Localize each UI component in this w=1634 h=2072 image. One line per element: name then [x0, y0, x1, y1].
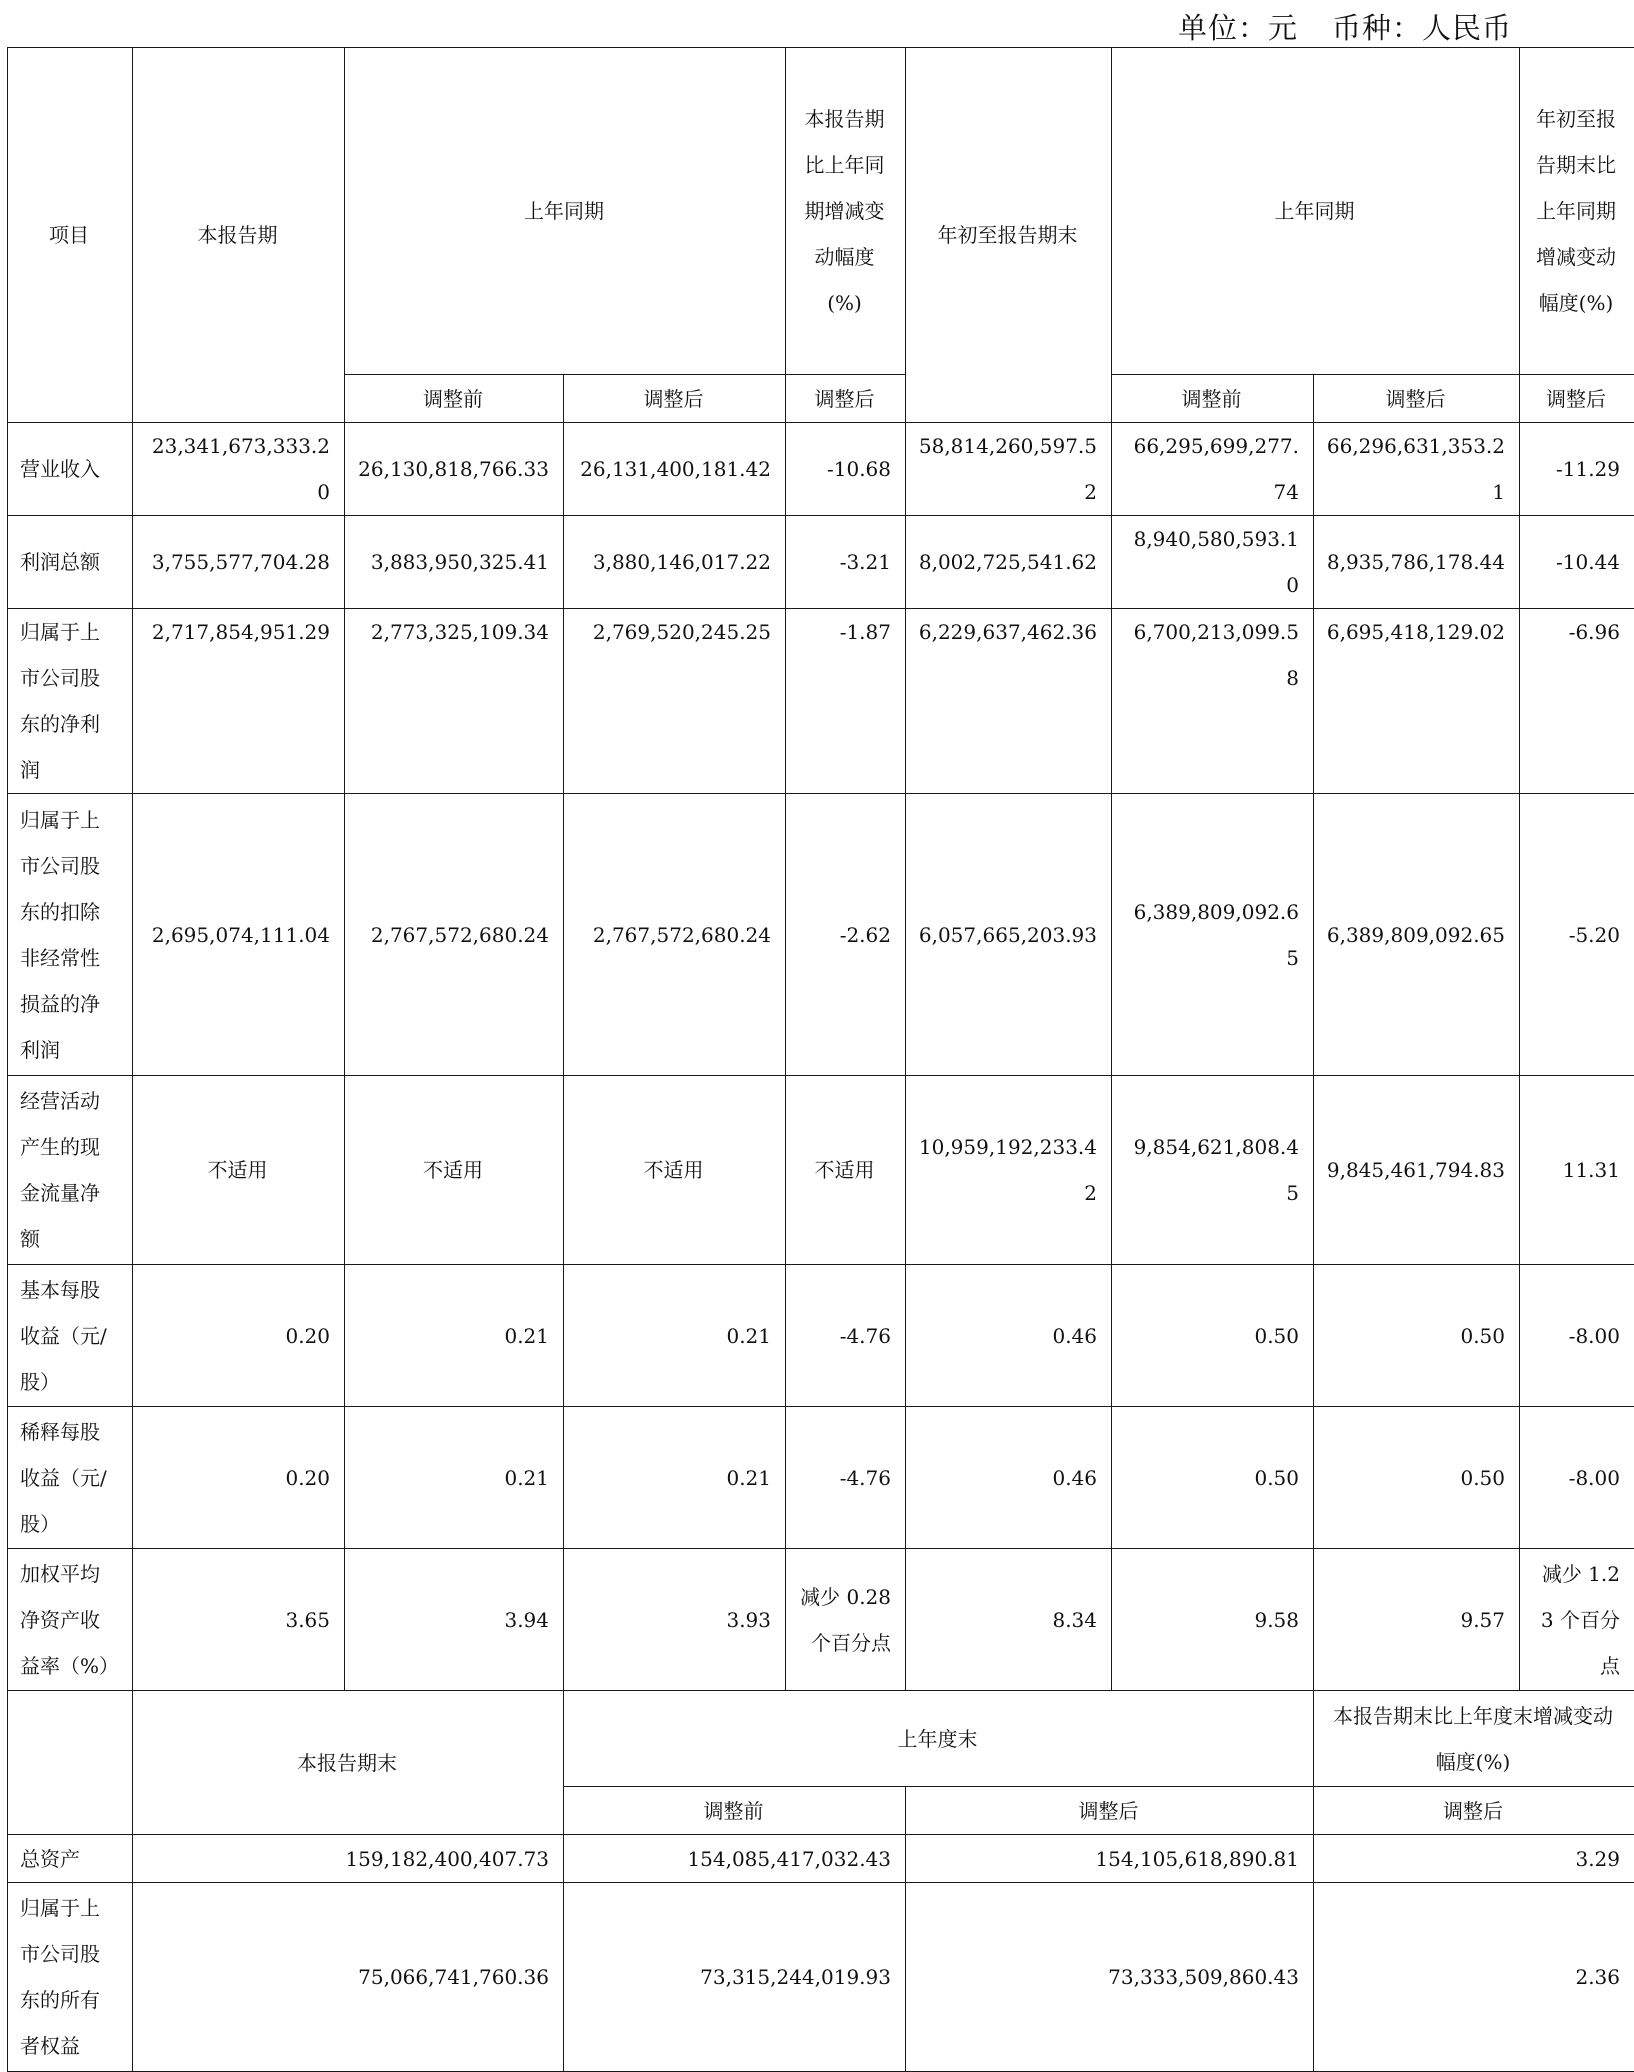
cell-ytd: 10,959,192,233.42	[906, 1076, 1112, 1265]
cell-current: 0.20	[133, 1407, 345, 1549]
cell-ytd-after: 9,845,461,794.83	[1314, 1076, 1520, 1265]
financial-data-table	[7, 47, 1634, 2072]
cell-ytd: 58,814,260,597.52	[906, 423, 1112, 516]
table-row	[8, 1883, 1634, 2072]
cell-prev-before: 73,315,244,019.93	[564, 1883, 906, 2072]
cell-ytd-after: 8,935,786,178.44	[1314, 516, 1520, 609]
cell-prev-before: 26,130,818,766.33	[345, 423, 564, 516]
cell-ytd-after: 6,695,418,129.02	[1314, 609, 1520, 794]
cell-ytd-change: -6.96	[1520, 609, 1634, 794]
cell-change: -2.62	[786, 794, 906, 1076]
row-label: 归属于上市公司股东的净利润	[8, 609, 133, 794]
cell-ytd-after: 6,389,809,092.65	[1314, 794, 1520, 1076]
cell-ytd-change: -10.44	[1520, 516, 1634, 609]
cell-ytd: 6,229,637,462.36	[906, 609, 1112, 794]
cell-prev-after: 26,131,400,181.42	[564, 423, 786, 516]
cell-change: -3.21	[786, 516, 906, 609]
table-row	[8, 516, 1634, 609]
subheader-before-adj: 调整前	[345, 375, 564, 423]
balance-subheader-before-adj: 调整前	[564, 1787, 906, 1835]
cell-change: 减少 0.28 个百分点	[786, 1549, 906, 1691]
header-ytd: 年初至报告期末	[906, 48, 1112, 423]
cell-current: 23,341,673,333.20	[133, 423, 345, 516]
table-row	[8, 1076, 1634, 1265]
subheader-before-adj-ytd: 调整前	[1112, 375, 1314, 423]
cell-prev-after: 3,880,146,017.22	[564, 516, 786, 609]
cell-change: -4.76	[786, 1265, 906, 1407]
cell-prev-after: 73,333,509,860.43	[906, 1883, 1314, 2072]
cell-prev-before: 0.21	[345, 1407, 564, 1549]
row-label: 总资产	[8, 1835, 133, 1883]
cell-ytd-change: -5.20	[1520, 794, 1634, 1076]
cell-change: 3.29	[1314, 1835, 1634, 1883]
cell-ytd-change: 减少 1.23 个百分点	[1520, 1549, 1634, 1691]
cell-change: 不适用	[786, 1076, 906, 1265]
header-prior-ytd: 上年同期	[1112, 48, 1520, 375]
cell-ytd-after: 66,296,631,353.21	[1314, 423, 1520, 516]
currency-label: 币种：人民币	[1332, 11, 1512, 45]
cell-ytd: 0.46	[906, 1265, 1112, 1407]
header-prior-period: 上年同期	[345, 48, 786, 375]
cell-ytd-change: -8.00	[1520, 1407, 1634, 1549]
cell-ytd-before: 6,389,809,092.65	[1112, 794, 1314, 1076]
cell-current: 3.65	[133, 1549, 345, 1691]
subheader-after-adj-ytd-change: 调整后	[1520, 375, 1634, 423]
cell-ytd-before: 9.58	[1112, 1549, 1314, 1691]
cell-ytd-before: 9,854,621,808.45	[1112, 1076, 1314, 1265]
table-row	[8, 794, 1634, 1076]
cell-prev-before: 2,767,572,680.24	[345, 794, 564, 1076]
cell-ytd: 0.46	[906, 1407, 1112, 1549]
unit-label: 单位：元	[1178, 11, 1298, 45]
cell-prev-after: 2,769,520,245.25	[564, 609, 786, 794]
table-row	[8, 1835, 1634, 1883]
row-label: 基本每股收益（元/股）	[8, 1265, 133, 1407]
row-label: 经营活动产生的现金流量净额	[8, 1076, 133, 1265]
balance-header-prior-year-end: 上年度末	[564, 1691, 1314, 1787]
table-row	[8, 1265, 1634, 1407]
balance-subheader-after-adj: 调整后	[906, 1787, 1314, 1835]
row-label: 营业收入	[8, 423, 133, 516]
cell-prev-before: 0.21	[345, 1265, 564, 1407]
cell-ytd: 8,002,725,541.62	[906, 516, 1112, 609]
cell-change: 2.36	[1314, 1883, 1634, 2072]
cell-current: 2,717,854,951.29	[133, 609, 345, 794]
cell-ytd-after: 9.57	[1314, 1549, 1520, 1691]
cell-current: 不适用	[133, 1076, 345, 1265]
cell-prev-before: 2,773,325,109.34	[345, 609, 564, 794]
cell-prev-after: 不适用	[564, 1076, 786, 1265]
cell-ytd-change: -8.00	[1520, 1265, 1634, 1407]
table-row	[8, 423, 1634, 516]
header-current-period: 本报告期	[133, 48, 345, 423]
cell-ytd-before: 0.50	[1112, 1265, 1314, 1407]
cell-current: 0.20	[133, 1265, 345, 1407]
balance-header-period-end: 本报告期末	[133, 1691, 564, 1835]
cell-prev-before: 不适用	[345, 1076, 564, 1265]
header-item: 项目	[8, 48, 133, 423]
table-header-row	[8, 48, 1634, 375]
cell-change: -4.76	[786, 1407, 906, 1549]
row-label: 归属于上市公司股东的所有者权益	[8, 1883, 133, 2072]
cell-change: -1.87	[786, 609, 906, 794]
cell-prev-after: 0.21	[564, 1407, 786, 1549]
cell-prev-after: 3.93	[564, 1549, 786, 1691]
cell-prev-after: 154,105,618,890.81	[906, 1835, 1314, 1883]
cell-period-end: 159,182,400,407.73	[133, 1835, 564, 1883]
table-row	[8, 1549, 1634, 1691]
cell-ytd-after: 0.50	[1314, 1407, 1520, 1549]
cell-change: -10.68	[786, 423, 906, 516]
table-row	[8, 609, 1634, 794]
cell-period-end: 75,066,741,760.36	[133, 1883, 564, 2072]
cell-prev-before: 3,883,950,325.41	[345, 516, 564, 609]
cell-current: 2,695,074,111.04	[133, 794, 345, 1076]
cell-prev-before: 154,085,417,032.43	[564, 1835, 906, 1883]
subheader-after-adj: 调整后	[564, 375, 786, 423]
subheader-after-adj-ytd: 调整后	[1314, 375, 1520, 423]
cell-current: 3,755,577,704.28	[133, 516, 345, 609]
balance-header-blank	[8, 1691, 133, 1835]
table-row	[8, 1407, 1634, 1549]
cell-ytd: 6,057,665,203.93	[906, 794, 1112, 1076]
cell-prev-after: 2,767,572,680.24	[564, 794, 786, 1076]
cell-ytd-before: 6,700,213,099.58	[1112, 609, 1314, 794]
cell-ytd-before: 0.50	[1112, 1407, 1314, 1549]
balance-header-change-pct: 本报告期末比上年度末增减变动幅度(%)	[1314, 1691, 1634, 1787]
cell-ytd-before: 8,940,580,593.10	[1112, 516, 1314, 609]
cell-ytd-change: 11.31	[1520, 1076, 1634, 1265]
unit-currency-line	[1178, 6, 1512, 47]
row-label: 利润总额	[8, 516, 133, 609]
cell-ytd-before: 66,295,699,277.74	[1112, 423, 1314, 516]
subheader-after-adj-change: 调整后	[786, 375, 906, 423]
balance-subheader-after-adj-change: 调整后	[1314, 1787, 1634, 1835]
cell-ytd: 8.34	[906, 1549, 1112, 1691]
row-label: 稀释每股收益（元/股）	[8, 1407, 133, 1549]
header-ytd-change-pct: 年初至报告期末比上年同期增减变动幅度(%)	[1520, 48, 1634, 375]
cell-ytd-change: -11.29	[1520, 423, 1634, 516]
cell-prev-after: 0.21	[564, 1265, 786, 1407]
balance-header-row	[8, 1691, 1634, 1787]
header-change-pct: 本报告期比上年同期增减变动幅度(%)	[786, 48, 906, 375]
cell-prev-before: 3.94	[345, 1549, 564, 1691]
row-label: 加权平均净资产收益率（%）	[8, 1549, 133, 1691]
cell-ytd-after: 0.50	[1314, 1265, 1520, 1407]
row-label: 归属于上市公司股东的扣除非经常性损益的净利润	[8, 794, 133, 1076]
